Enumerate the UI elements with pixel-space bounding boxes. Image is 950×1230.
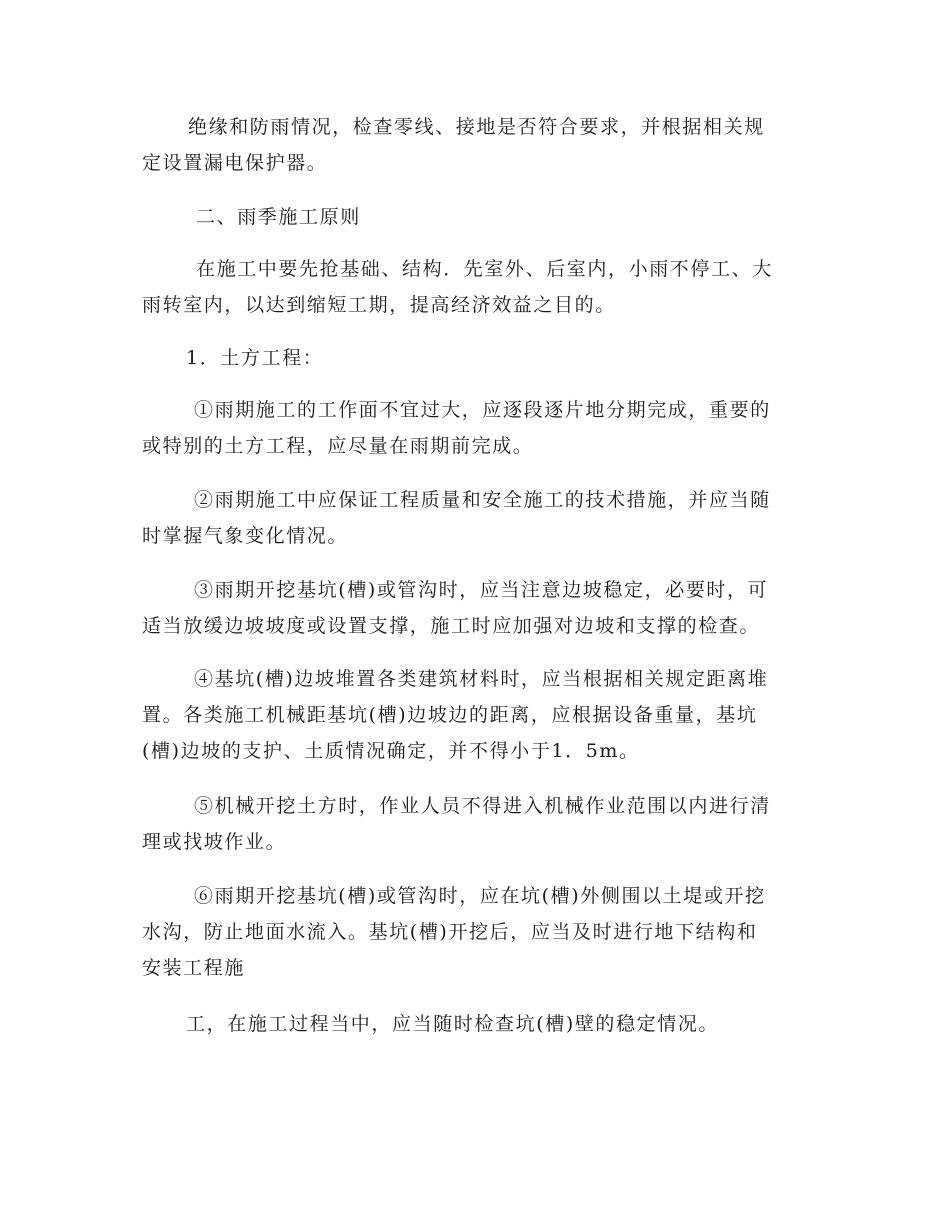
text-line: 绝缘和防雨情况，检查零线、接地是否符合要求，并根据相关规 <box>188 116 765 138</box>
paragraph-slope-inspection <box>142 1006 812 1042</box>
list-item-3 <box>142 572 812 644</box>
text-line: ③雨期开挖基坑(槽)或管沟时，应当注意边坡稳定，必要时，可 <box>194 579 769 601</box>
text-line: ②雨期施工中应保证工程质量和安全施工的技术措施，并应当随 <box>194 489 771 511</box>
heading-text: 1．土方工程： <box>186 347 324 369</box>
list-item-2 <box>142 482 812 554</box>
text-line: ④基坑(槽)边坡堆置各类建筑材料时，应当根据相关规定距离堆 <box>194 668 769 690</box>
text-line: 时掌握气象变化情况。 <box>142 525 349 547</box>
text-line: 工，在施工过程当中，应当随时检查坑(槽)壁的稳定情况。 <box>186 1013 720 1035</box>
text-line: 理或找坡作业。 <box>142 831 287 853</box>
text-line: 或特别的土方工程，应尽量在雨期前完成。 <box>142 435 534 457</box>
section-heading-rainy-season-principles <box>142 199 812 235</box>
list-item-5 <box>142 788 812 860</box>
text-line: ⑥雨期开挖基坑(槽)或管沟时，应在坑(槽)外侧围以土堤或开挖 <box>194 885 766 907</box>
text-line: ①雨期施工的工作面不宜过大，应逐段逐片地分期完成，重要的 <box>194 399 771 421</box>
list-item-1 <box>142 392 812 464</box>
text-line: ⑤机械开挖土方时，作业人员不得进入机械作业范围以内进行清 <box>194 795 771 817</box>
paragraph-construction-order <box>142 251 812 323</box>
subheading-earthwork <box>142 340 812 376</box>
heading-text: 二、雨季施工原则 <box>196 206 361 228</box>
text-line: 安装工程施 <box>142 957 246 979</box>
text-line: 置。各类施工机械距基坑(槽)边坡边的距离，应根据设备重量，基坑 <box>142 704 758 726</box>
paragraph-grounding-rain-protection <box>142 109 812 181</box>
text-line: 适当放缓边坡坡度或设置支撑，施工时应加强对边坡和支撑的检查。 <box>142 615 761 637</box>
text-line: 水沟，防止地面水流入。基坑(槽)开挖后，应当及时进行地下结构和 <box>142 921 758 943</box>
text-line: (槽)边坡的支护、土质情况确定，并不得小于1．5m。 <box>142 740 640 762</box>
text-line: 在施工中要先抢基础、结构．先室外、后室内，小雨不停工、大 <box>196 258 773 280</box>
list-item-6 <box>142 878 812 986</box>
text-line: 雨转室内，以达到缩短工期，提高经济效益之目的。 <box>142 294 616 316</box>
list-item-4 <box>142 661 812 769</box>
text-line: 定设置漏电保护器。 <box>142 152 328 174</box>
